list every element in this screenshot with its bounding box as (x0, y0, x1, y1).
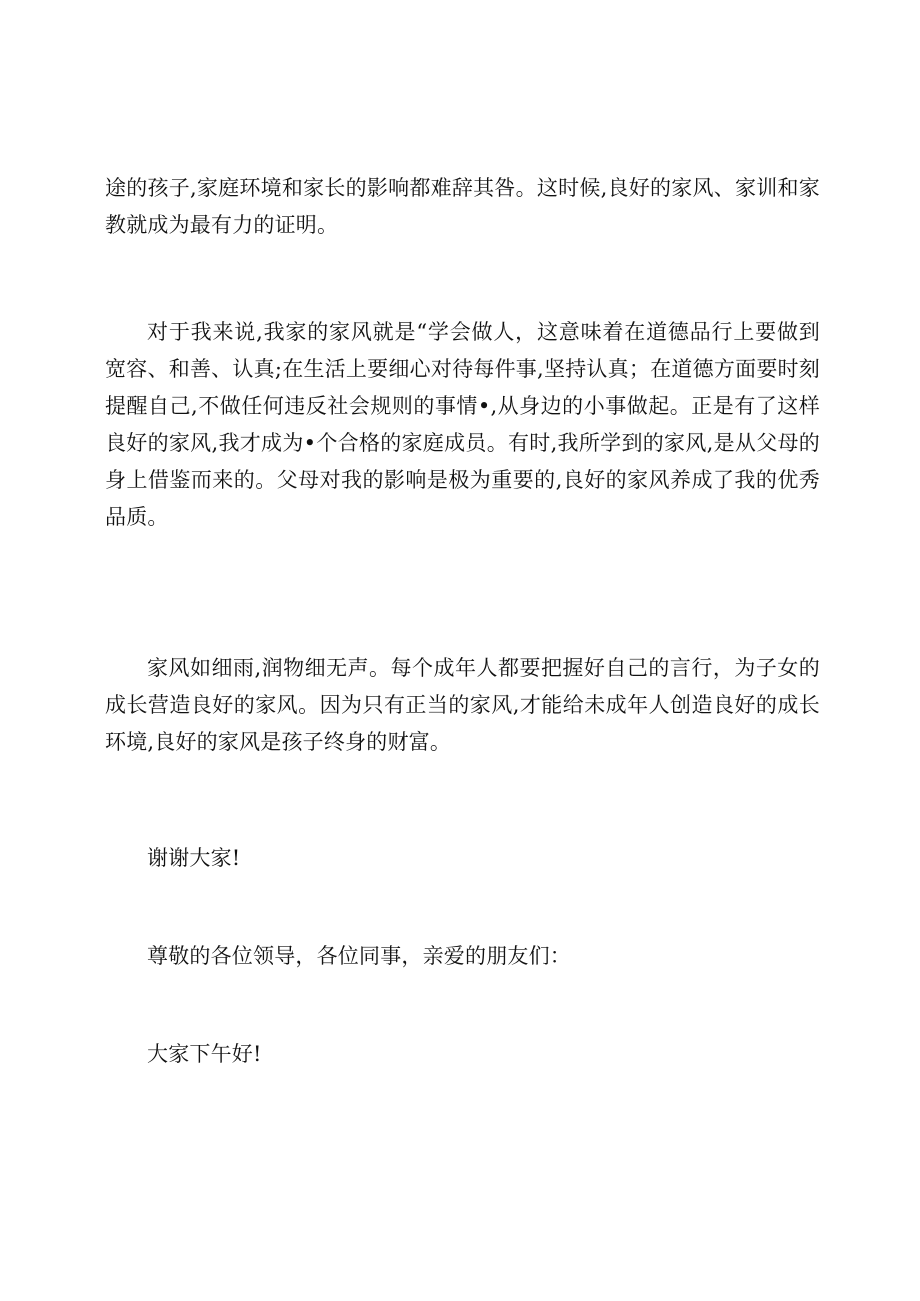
closing-thanks: 谢谢大家! (147, 846, 241, 870)
salutation: 尊敬的各位领导，各位同事，亲爱的朋友们： (147, 944, 571, 968)
paragraph-conclusion: 家风如细雨,润物细无声。每个成年人都要把握好自己的言行，为子女的成长营造良好的家风。因为只有正当的家风,才能给未成年人创造良好的成长环境,良好的家风是孩子终身的财富。 (105, 656, 820, 754)
greeting: 大家下午好! (147, 1042, 262, 1066)
paragraph-family-style: 对于我来说,我家的家风就是“学会做人，这意味着在道德品行上要做到宽容、和善、认真;在生活上要细心对待每件事,坚持认真；在道德方面要时刻提醒自己,不做任何违反社会规则的事情•,从身边的小事做起。正是有了这样良好的家风,我才成为•个合格的家庭成员。有时,我所学到的家风,是从父母的身上借鉴而来的。父母对我的影响是极为重要的,良好的家风养成了我的优秀品质。 (105, 320, 820, 529)
paragraph-continuation: 途的孩子,家庭环境和家长的影响都难辞其咎。这时候,良好的家风、家训和家教就成为最有力的证明。 (105, 176, 820, 237)
